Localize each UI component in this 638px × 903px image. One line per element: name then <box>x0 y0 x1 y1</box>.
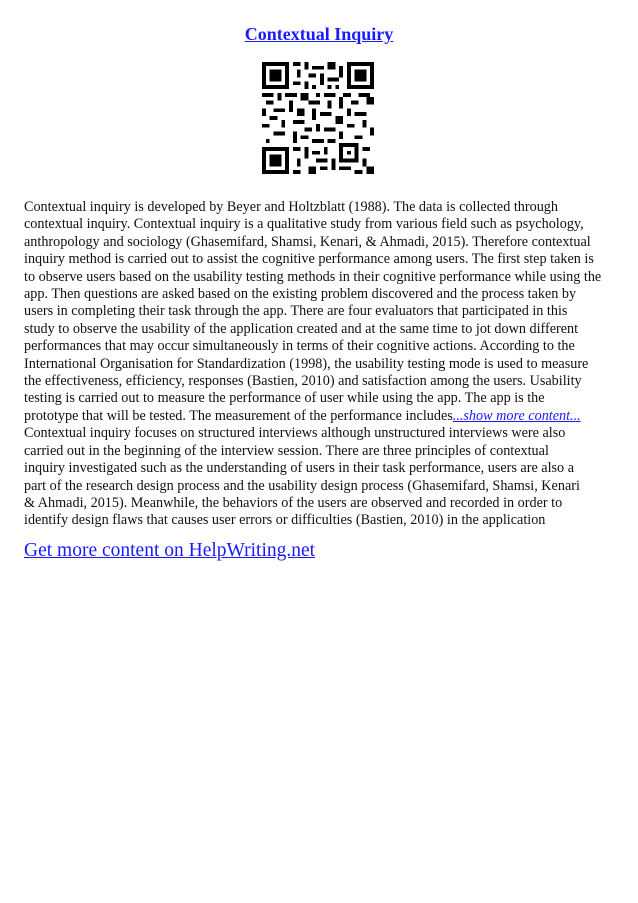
paragraph-line: anthropology and sociology (Ghasemifard, Shamsi, Kenari, & Ahmadi, 2015). Therefore contextual <box>24 233 591 250</box>
paragraph-line: contextual inquiry. Contextual inquiry is a qualitative study from various field such as psychology, <box>24 216 584 233</box>
article-body <box>24 199 618 530</box>
paragraph-line: & Ahmadi, 2015). Meanwhile, the behaviors of the users are observed and recorded in order to <box>24 494 563 511</box>
paragraph-line: app. Then questions are asked based on the existing problem discovered and the process taken by <box>24 286 577 303</box>
paragraph-line: International Organisation for Standardization (1998), the usability testing mode is used to measure <box>24 355 589 372</box>
paragraph-line-last <box>24 408 618 425</box>
paragraph-line: Contextual inquiry focuses on structured interviews although unstructured interviews were also <box>24 425 566 442</box>
page-title-link[interactable]: Contextual Inquiry <box>244 24 394 44</box>
qr-code-icon <box>262 62 374 174</box>
paragraph-line-text: prototype that will be tested. The measurement of the performance includes <box>24 407 453 424</box>
paragraph-line: testing is carried out to measure the performance of user while using the app. The app is the <box>24 390 545 407</box>
paragraph-line: identify design flaws that causes user errors or difficulties (Bastien, 2010) in the application <box>24 512 546 529</box>
paragraph-line: to observe users based on the usability testing methods in their cognitive performance while using the <box>24 268 602 285</box>
paragraph-line: part of the research design process and the usability design process (Ghasemifard, Shamsi, Kenari <box>24 477 580 494</box>
get-more-content-link[interactable]: Get more content on HelpWriting.net <box>24 540 316 561</box>
title-block <box>0 24 638 45</box>
paragraph-line: carried out in the beginning of the interview session. There are three principles of contextual <box>24 442 549 459</box>
paragraph-line: inquiry method is carried out to assist the cognitive performance among users. The first step taken is <box>24 251 594 268</box>
paragraph-line: study to observe the usability of the application created and at the same time to jot down different <box>24 320 579 337</box>
paragraph-line: performances that may occur simultaneously in terms of their cognitive actions. According to the <box>24 338 575 355</box>
paragraph-line: the effectiveness, efficiency, responses (Bastien, 2010) and satisfaction among the users. Usability <box>24 373 582 390</box>
paragraph-line: users in completing their task through the app. There are four evaluators that participated in this <box>24 303 568 320</box>
paragraph-line: inquiry investigated such as the understanding of users in their task performance, users are also a <box>24 460 574 477</box>
show-more-link[interactable]: ...show more content... <box>452 407 581 424</box>
paragraph-line: Contextual inquiry is developed by Beyer and Holtzblatt (1988). The data is collected through <box>24 199 558 215</box>
